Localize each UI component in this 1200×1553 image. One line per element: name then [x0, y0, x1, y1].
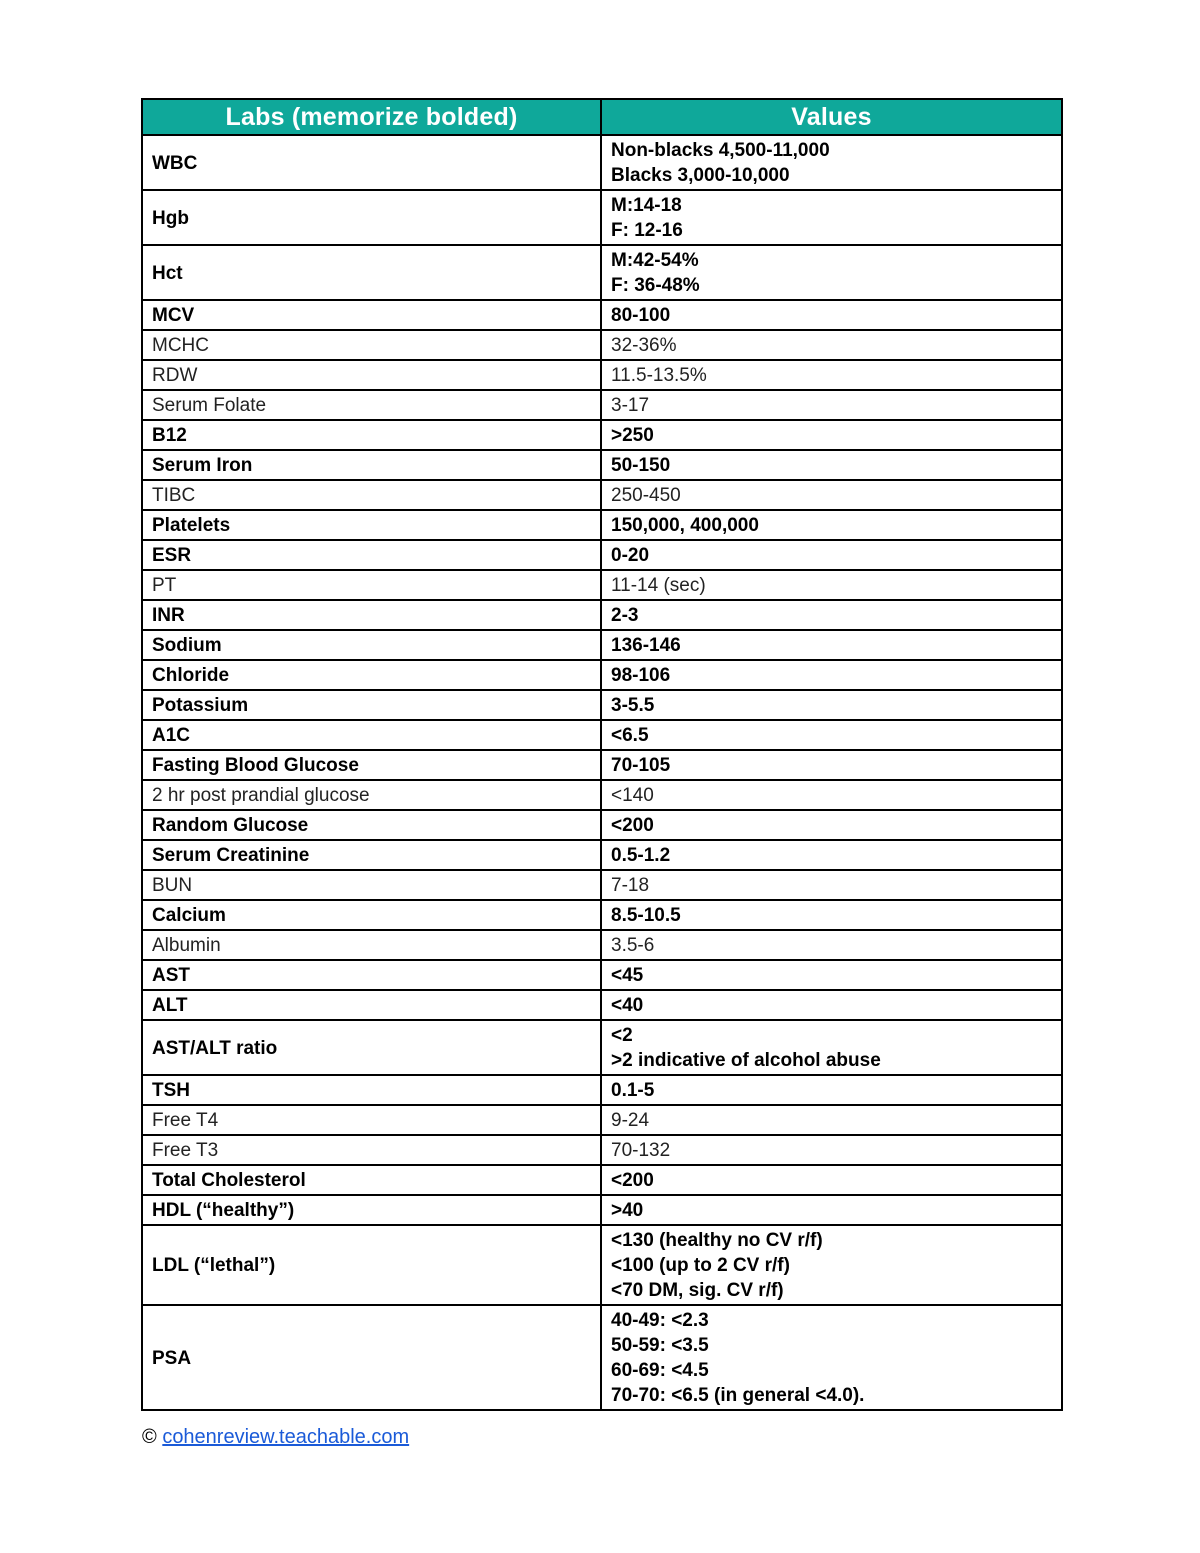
labs-column-header: Labs (memorize bolded)	[142, 99, 601, 135]
lab-value-cell: 7-18	[601, 870, 1062, 900]
table-row	[142, 1195, 1062, 1225]
lab-name-cell: BUN	[142, 870, 601, 900]
lab-value-cell: 70-105	[601, 750, 1062, 780]
table-row	[142, 1135, 1062, 1165]
lab-name-cell: Albumin	[142, 930, 601, 960]
copyright-symbol: ©	[142, 1426, 157, 1448]
lab-value-cell: <2 >2 indicative of alcohol abuse	[601, 1020, 1062, 1075]
lab-value-cell: 3.5-6	[601, 930, 1062, 960]
lab-value-cell: 150,000, 400,000	[601, 510, 1062, 540]
table-row	[142, 990, 1062, 1020]
lab-name-cell: TSH	[142, 1075, 601, 1105]
lab-name-cell: Platelets	[142, 510, 601, 540]
footer	[142, 1426, 409, 1449]
table-row	[142, 1020, 1062, 1075]
lab-name-cell: Chloride	[142, 660, 601, 690]
lab-name-cell: B12	[142, 420, 601, 450]
lab-name-cell: Hct	[142, 245, 601, 300]
table-row	[142, 750, 1062, 780]
table-row	[142, 810, 1062, 840]
lab-value-cell: <200	[601, 810, 1062, 840]
lab-name-cell: Free T4	[142, 1105, 601, 1135]
table-row	[142, 480, 1062, 510]
lab-value-cell: 9-24	[601, 1105, 1062, 1135]
lab-name-cell: Potassium	[142, 690, 601, 720]
table-row	[142, 930, 1062, 960]
lab-value-cell: 2-3	[601, 600, 1062, 630]
lab-name-cell: Serum Folate	[142, 390, 601, 420]
table-row	[142, 510, 1062, 540]
table-row	[142, 720, 1062, 750]
lab-value-cell: 3-17	[601, 390, 1062, 420]
table-row	[142, 360, 1062, 390]
lab-value-cell: 8.5-10.5	[601, 900, 1062, 930]
table-row	[142, 690, 1062, 720]
table-row	[142, 245, 1062, 300]
table-row	[142, 660, 1062, 690]
table-row	[142, 960, 1062, 990]
table-row	[142, 1075, 1062, 1105]
lab-value-cell: 0-20	[601, 540, 1062, 570]
table-row	[142, 1165, 1062, 1195]
table-row	[142, 390, 1062, 420]
lab-value-cell: 70-132	[601, 1135, 1062, 1165]
lab-name-cell: WBC	[142, 135, 601, 190]
lab-value-cell: 32-36%	[601, 330, 1062, 360]
lab-value-cell: <6.5	[601, 720, 1062, 750]
table-row	[142, 540, 1062, 570]
lab-value-cell: 0.5-1.2	[601, 840, 1062, 870]
table-row	[142, 190, 1062, 245]
table-row	[142, 1105, 1062, 1135]
lab-name-cell: INR	[142, 600, 601, 630]
lab-name-cell: Free T3	[142, 1135, 601, 1165]
lab-value-cell: Non-blacks 4,500-11,000 Blacks 3,000-10,000	[601, 135, 1062, 190]
table-body	[142, 135, 1062, 1410]
lab-name-cell: Sodium	[142, 630, 601, 660]
labs-values-table	[141, 98, 1063, 1411]
lab-name-cell: Total Cholesterol	[142, 1165, 601, 1195]
table-row	[142, 600, 1062, 630]
lab-value-cell: 3-5.5	[601, 690, 1062, 720]
lab-value-cell: <130 (healthy no CV r/f) <100 (up to 2 CV r/f) <70 DM, sig. CV r/f)	[601, 1225, 1062, 1305]
lab-name-cell: Serum Creatinine	[142, 840, 601, 870]
lab-name-cell: A1C	[142, 720, 601, 750]
lab-value-cell: 0.1-5	[601, 1075, 1062, 1105]
table-row	[142, 840, 1062, 870]
lab-value-cell: <40	[601, 990, 1062, 1020]
lab-value-cell: M:42-54% F: 36-48%	[601, 245, 1062, 300]
lab-value-cell: 11.5-13.5%	[601, 360, 1062, 390]
lab-value-cell: >250	[601, 420, 1062, 450]
lab-value-cell: >40	[601, 1195, 1062, 1225]
lab-name-cell: 2 hr post prandial glucose	[142, 780, 601, 810]
lab-name-cell: PSA	[142, 1305, 601, 1410]
lab-value-cell: 80-100	[601, 300, 1062, 330]
values-column-header: Values	[601, 99, 1062, 135]
table-row	[142, 1305, 1062, 1410]
lab-value-cell: 11-14 (sec)	[601, 570, 1062, 600]
lab-value-cell: <140	[601, 780, 1062, 810]
table-row	[142, 1225, 1062, 1305]
lab-name-cell: Fasting Blood Glucose	[142, 750, 601, 780]
table-row	[142, 630, 1062, 660]
table-row	[142, 900, 1062, 930]
lab-name-cell: MCHC	[142, 330, 601, 360]
lab-name-cell: HDL (“healthy”)	[142, 1195, 601, 1225]
lab-value-cell: 40-49: <2.3 50-59: <3.5 60-69: <4.5 70-70: <6.5 (in general <4.0).	[601, 1305, 1062, 1410]
table-row	[142, 870, 1062, 900]
lab-name-cell: AST/ALT ratio	[142, 1020, 601, 1075]
lab-name-cell: Serum Iron	[142, 450, 601, 480]
lab-name-cell: ESR	[142, 540, 601, 570]
table-row	[142, 780, 1062, 810]
table-row	[142, 135, 1062, 190]
lab-value-cell: 250-450	[601, 480, 1062, 510]
lab-name-cell: ALT	[142, 990, 601, 1020]
lab-name-cell: Calcium	[142, 900, 601, 930]
lab-name-cell: RDW	[142, 360, 601, 390]
lab-value-cell: M:14-18 F: 12-16	[601, 190, 1062, 245]
table-row	[142, 450, 1062, 480]
lab-name-cell: PT	[142, 570, 601, 600]
lab-value-cell: 50-150	[601, 450, 1062, 480]
lab-value-cell: 98-106	[601, 660, 1062, 690]
lab-name-cell: Hgb	[142, 190, 601, 245]
lab-name-cell: TIBC	[142, 480, 601, 510]
table-header-row	[142, 99, 1062, 135]
lab-value-cell: <45	[601, 960, 1062, 990]
table-row	[142, 420, 1062, 450]
footer-link[interactable]: cohenreview.teachable.com	[162, 1426, 410, 1448]
lab-name-cell: MCV	[142, 300, 601, 330]
lab-value-cell: <200	[601, 1165, 1062, 1195]
lab-value-cell: 136-146	[601, 630, 1062, 660]
lab-name-cell: LDL (“lethal”)	[142, 1225, 601, 1305]
table-row	[142, 570, 1062, 600]
lab-name-cell: Random Glucose	[142, 810, 601, 840]
lab-name-cell: AST	[142, 960, 601, 990]
table-row	[142, 330, 1062, 360]
table-row	[142, 300, 1062, 330]
